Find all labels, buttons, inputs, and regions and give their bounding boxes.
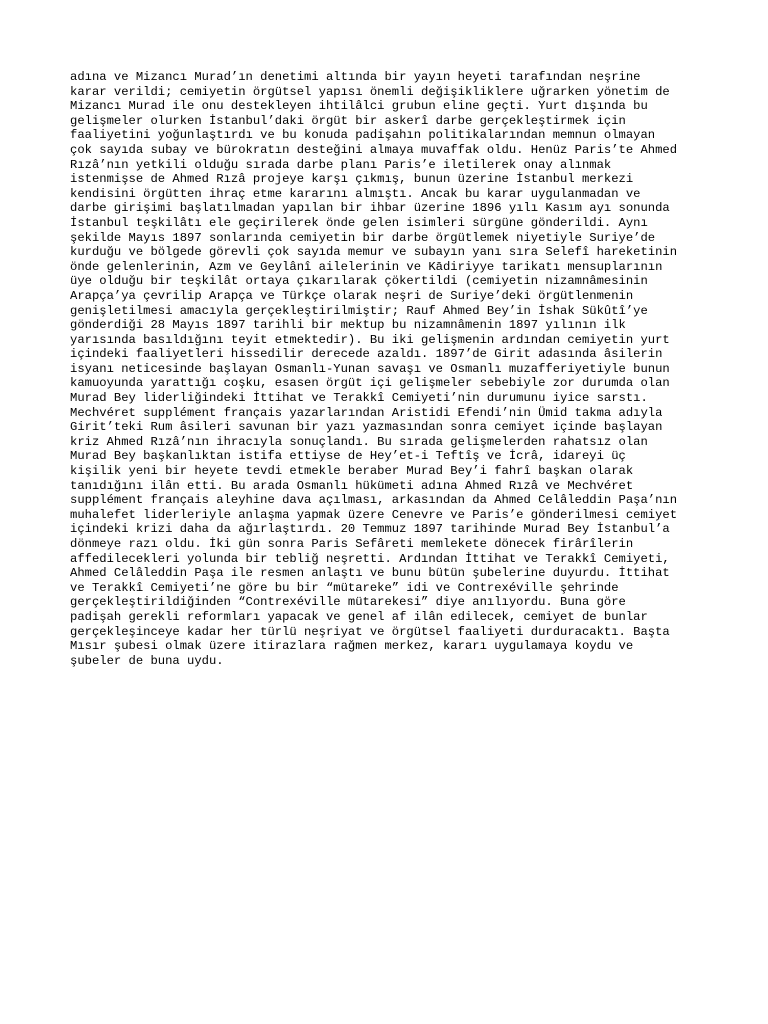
text-line: isyanı neticesinde başlayan Osmanlı-Yunan savaşı ve Osmanlı muzafferiyetiyle bunun: [70, 361, 670, 376]
text-line: gerçekleşinceye kadar her türlü neşriyat ve örgütsel faaliyeti durduracaktı. Başta: [70, 624, 670, 639]
text-line: Mısır şubesi olmak üzere itirazlara rağmen merkez, kararı uygulamaya koydu ve: [70, 639, 634, 654]
text-line: gönderdiği 28 Mayıs 1897 tarihli bir mektup bu nizamnâmenin 1897 yılının ilk: [70, 318, 626, 333]
text-line: içindeki krizi daha da ağırlaştırdı. 20 Temmuz 1897 tarihinde Murad Bey İstanbul’a: [70, 522, 670, 537]
text-line: kriz Ahmed Rızâ’nın ihracıyla sonuçlandı. Bu sırada gelişmelerden rahatsız olan: [70, 434, 648, 449]
text-line: Murad Bey liderliğindeki İttihat ve Terakkî Cemiyeti’nin durumunu iyice sarstı.: [70, 391, 648, 406]
text-line: çok sayıda subay ve bürokratın desteğini almaya muvaffak oldu. Henüz Paris’te Ahmed: [70, 142, 678, 157]
text-line: padişah gerekli reformları yapacak ve genel af ilân edilecek, cemiyet de bunlar: [70, 609, 648, 624]
text-line: Murad Bey başkanlıktan istifa ettiyse de Hey’et-i Teftîş ve İcrâ, idareyi üç: [70, 449, 626, 464]
text-line: gerçekleştirildiğinden “Contrexéville mütarekesi” diye anılıyordu. Buna göre: [70, 595, 626, 610]
text-line: önde gelenlerinin, Azm ve Geylânî ailelerinin ve Kādiriyye tarikatı mensuplarının: [70, 259, 663, 274]
text-line: yarısında basıldığını teyit etmektedir). Bu iki gelişmenin ardından cemiyetin yurt: [70, 332, 670, 347]
document-page: [70, 70, 730, 668]
text-line: kamuoyunda yarattığı coşku, esasen örgüt içi gelişmeler sebebiyle zor durumda olan: [70, 376, 670, 391]
text-line: adına ve Mizancı Murad’ın denetimi altında bir yayın heyeti tarafından neşrine: [70, 70, 641, 84]
text-line: supplément français aleyhine dava açılması, arkasından da Ahmed Celâleddin Paşa’nın: [70, 493, 678, 508]
text-line: Rızâ’nın yetkili olduğu sırada darbe planı Paris’e iletilerek onay alınmak: [70, 157, 612, 172]
text-line: karar verildi; cemiyetin örgütsel yapısı önemli değişikliklere uğrarken yönetim de: [70, 84, 670, 99]
text-line: kurduğu ve bölgede görevli çok sayıda memur ve subayın yanı sıra Selefî hareketinin: [70, 245, 678, 260]
text-line: gelişmeler olurken İstanbul’daki örgüt bir askerî darbe gerçekleştirmek için: [70, 113, 626, 128]
text-line: faaliyetini yoğunlaştırdı ve bu konuda padişahın politikalarından memnun olmayan: [70, 128, 656, 143]
text-line: Mizancı Murad ile onu destekleyen ihtilâlci grubun eline geçti. Yurt dışında bu: [70, 99, 648, 114]
text-line: Ahmed Celâleddin Paşa ile resmen anlaştı ve bunu bütün şubelerine duyurdu. İttihat: [70, 566, 670, 581]
text-line: şubeler de buna uydu.: [70, 653, 224, 668]
text-line: şekilde Mayıs 1897 sonlarında cemiyetin bir darbe örgütlemek niyetiyle Suriye’de: [70, 230, 656, 245]
text-line: darbe girişimi başlatılmadan yapılan bir ihbar üzerine 1896 yılı Kasım ayı sonunda: [70, 201, 670, 216]
text-line: dönmeye razı oldu. İki gün sonra Paris Sefâreti memlekete dönecek firârîlerin: [70, 537, 634, 551]
body-paragraph: [70, 70, 730, 668]
text-line: ve Terakkî Cemiyeti’ne göre bu bir “mütareke” idi ve Contrexéville şehrinde: [70, 580, 619, 595]
text-line: Mechvéret supplément français yazarlarından Aristidi Efendi’nin Ümid takma adıyla: [70, 405, 663, 420]
text-line: genişletilmesi amacıyla gerçekleştirilmiştir; Rauf Ahmed Bey’in İshak Sükûtî’ye: [70, 303, 648, 318]
text-line: muhalefet liderleriyle anlaşma yapmak üzere Cenevre ve Paris’e gönderilmesi cemiyet: [70, 507, 678, 522]
text-line: İstanbul teşkilâtı ele geçirilerek önde gelen isimleri sürgüne gönderildi. Aynı: [70, 215, 648, 230]
text-line: tanıdığını ilân etti. Bu arada Osmanlı hükümeti adına Ahmed Rızâ ve Mechvéret: [70, 478, 634, 493]
text-line: kendisini örgütten ihraç etme kararını almıştı. Ancak bu karar uygulanmadan ve: [70, 186, 641, 201]
text-line: kişilik yeni bir heyete tevdi etmekle beraber Murad Bey’i fahrî başkan olarak: [70, 464, 634, 479]
text-line: üye olduğu bir teşkilât ortaya çıkarılarak çökertildi (cemiyetin nizamnâmesinin: [70, 274, 648, 289]
text-line: istenmişse de Ahmed Rızâ projeye karşı çıkmış, bunun üzerine İstanbul merkezi: [70, 172, 634, 187]
text-line: Girit’teki Rum âsileri savunan bir yazı yazmasından sonra cemiyet içinde başlayan: [70, 420, 663, 435]
text-line: affedilecekleri yolunda bir tebliğ neşretti. Ardından İttihat ve Terakkî Cemiyeti,: [70, 551, 670, 566]
text-line: Arapça’ya çevrilip Arapça ve Türkçe olarak neşri de Suriye’deki örgütlenmenin: [70, 288, 634, 303]
text-line: içindeki faaliyetleri hissedilir derecede azaldı. 1897’de Girit adasında âsilerin: [70, 347, 663, 362]
